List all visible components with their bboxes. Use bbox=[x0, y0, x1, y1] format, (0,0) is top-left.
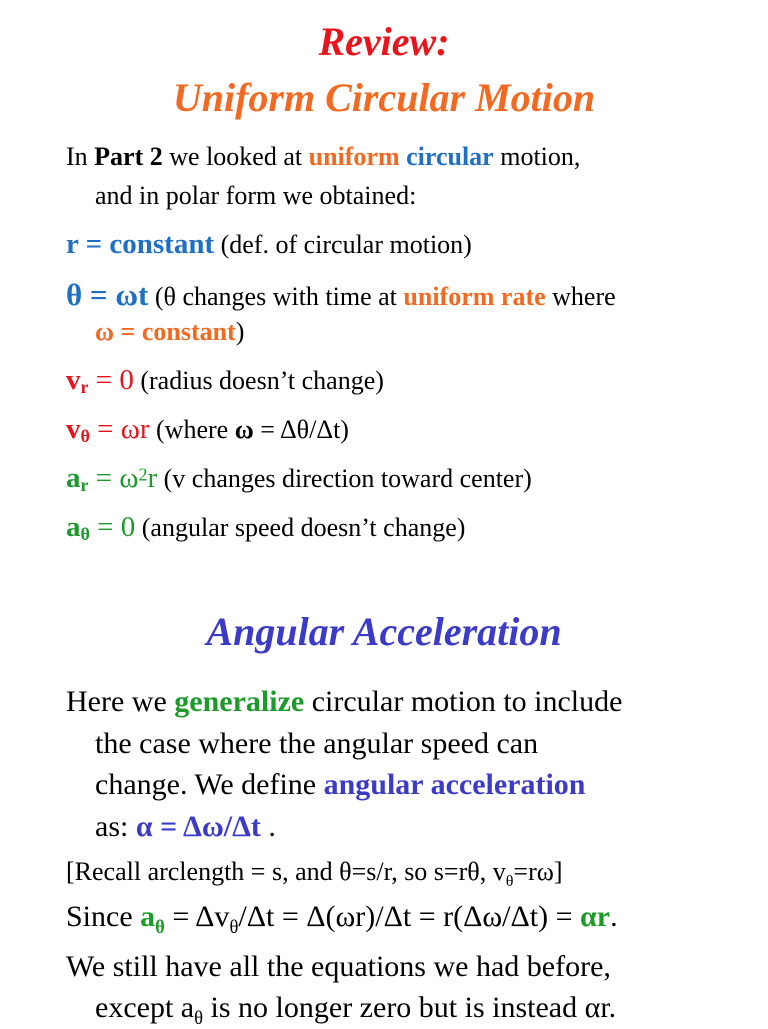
eq-vr-v: v bbox=[66, 364, 81, 396]
eq-ar-a: a bbox=[66, 462, 81, 494]
body-line-1 bbox=[66, 685, 622, 719]
still-line-2b: is no longer zero but is instead αr. bbox=[203, 991, 617, 1024]
eq-theta-line-2 bbox=[95, 317, 244, 347]
intro-part2: Part 2 bbox=[94, 142, 163, 171]
since-eq-2: /Δt = Δ(ωr)/Δt = r(Δω/Δt) = bbox=[238, 900, 581, 933]
body-rest-1: circular motion to include bbox=[304, 685, 623, 718]
body-line-2: the case where the angular speed can bbox=[95, 727, 539, 760]
eq-theta-omega-constant: ω = constant bbox=[95, 317, 236, 346]
eq-r-lhs: r = constant bbox=[66, 228, 215, 260]
since-sub: θ bbox=[155, 917, 165, 938]
recall-sub: θ bbox=[505, 873, 514, 891]
body-angular-acceleration: angular acceleration bbox=[323, 768, 586, 801]
eq-vr-note: (radius doesn’t change) bbox=[133, 366, 384, 395]
eq-r-constant bbox=[66, 228, 472, 261]
since-line bbox=[66, 900, 618, 938]
eq-a-theta bbox=[66, 511, 465, 544]
eq-vtheta-sub: θ bbox=[80, 426, 90, 447]
body-generalize: generalize bbox=[174, 685, 305, 718]
eq-ar-note: (v changes direction toward center) bbox=[157, 464, 532, 493]
eq-theta-lhs: θ = ωt bbox=[66, 277, 149, 312]
intro-in: In bbox=[66, 142, 95, 171]
title-review: Review: bbox=[318, 19, 450, 64]
eq-ar-eq-a: = ω bbox=[88, 462, 139, 494]
eq-ar-eq-b: r bbox=[147, 462, 158, 494]
body-here-we: Here we bbox=[66, 685, 175, 718]
eq-v-r bbox=[66, 364, 384, 397]
still-line-1: We still have all the equations we had before, bbox=[66, 950, 611, 983]
still-sub: θ bbox=[194, 1008, 204, 1029]
intro-motion: motion, bbox=[493, 142, 581, 171]
eq-vtheta-note-a: (where bbox=[149, 415, 235, 444]
eq-vtheta-omega: ω bbox=[234, 415, 254, 444]
since-a: a bbox=[140, 900, 156, 933]
body-line-3a: change. We define bbox=[95, 768, 324, 801]
eq-ar-sub: r bbox=[80, 475, 89, 496]
body-alpha-def: α = Δω/Δt bbox=[135, 810, 261, 843]
since-eq-1: = Δv bbox=[164, 900, 230, 933]
eq-vtheta-v: v bbox=[66, 413, 81, 445]
eq-vtheta-eq: = ωr bbox=[89, 413, 150, 445]
eq-a-r bbox=[66, 462, 532, 495]
intro-we-looked: we looked at bbox=[162, 142, 309, 171]
body-line-4a: as: bbox=[95, 810, 136, 843]
still-line-2 bbox=[95, 991, 617, 1029]
recall-line bbox=[66, 857, 563, 891]
eq-theta bbox=[66, 277, 616, 313]
eq-theta-note-a: (θ changes with time at bbox=[148, 282, 404, 311]
eq-atheta-a: a bbox=[66, 511, 81, 543]
recall-a: [Recall arclength = s, and θ=s/r, so s=rθ, v bbox=[66, 857, 506, 886]
body-line-4b: . bbox=[260, 810, 276, 843]
title-angular-acceleration: Angular Acceleration bbox=[206, 609, 562, 654]
eq-v-theta bbox=[66, 413, 349, 446]
since-dot: . bbox=[610, 900, 618, 933]
eq-vr-sub: r bbox=[80, 377, 89, 398]
eq-atheta-note: (angular speed doesn’t change) bbox=[135, 513, 466, 542]
eq-atheta-sub: θ bbox=[80, 524, 90, 545]
eq-r-note: (def. of circular motion) bbox=[214, 230, 472, 259]
since-sub-2: θ bbox=[229, 917, 239, 938]
eq-vr-eq: = 0 bbox=[88, 364, 134, 396]
title-uniform-circular-motion: Uniform Circular Motion bbox=[172, 75, 596, 120]
eq-theta-close: ) bbox=[235, 317, 245, 346]
eq-theta-note-b: where bbox=[545, 282, 616, 311]
eq-ar-sup: 2 bbox=[138, 464, 148, 485]
intro-line-1 bbox=[66, 142, 580, 172]
intro-line-2: and in polar form we obtained: bbox=[95, 181, 417, 210]
eq-atheta-eq: = 0 bbox=[89, 511, 136, 543]
recall-b: =rω] bbox=[513, 857, 563, 886]
body-line-3 bbox=[95, 768, 586, 802]
eq-vtheta-note-b: = Δθ/Δt) bbox=[253, 415, 349, 444]
still-line-2a: except a bbox=[95, 991, 195, 1024]
since-word: Since bbox=[66, 900, 141, 933]
eq-theta-uniform-rate: uniform rate bbox=[403, 282, 546, 311]
body-line-4 bbox=[95, 810, 276, 844]
intro-circular: circular bbox=[406, 142, 494, 171]
intro-uniform: uniform bbox=[308, 142, 400, 171]
since-alpha-r: αr bbox=[580, 900, 611, 933]
